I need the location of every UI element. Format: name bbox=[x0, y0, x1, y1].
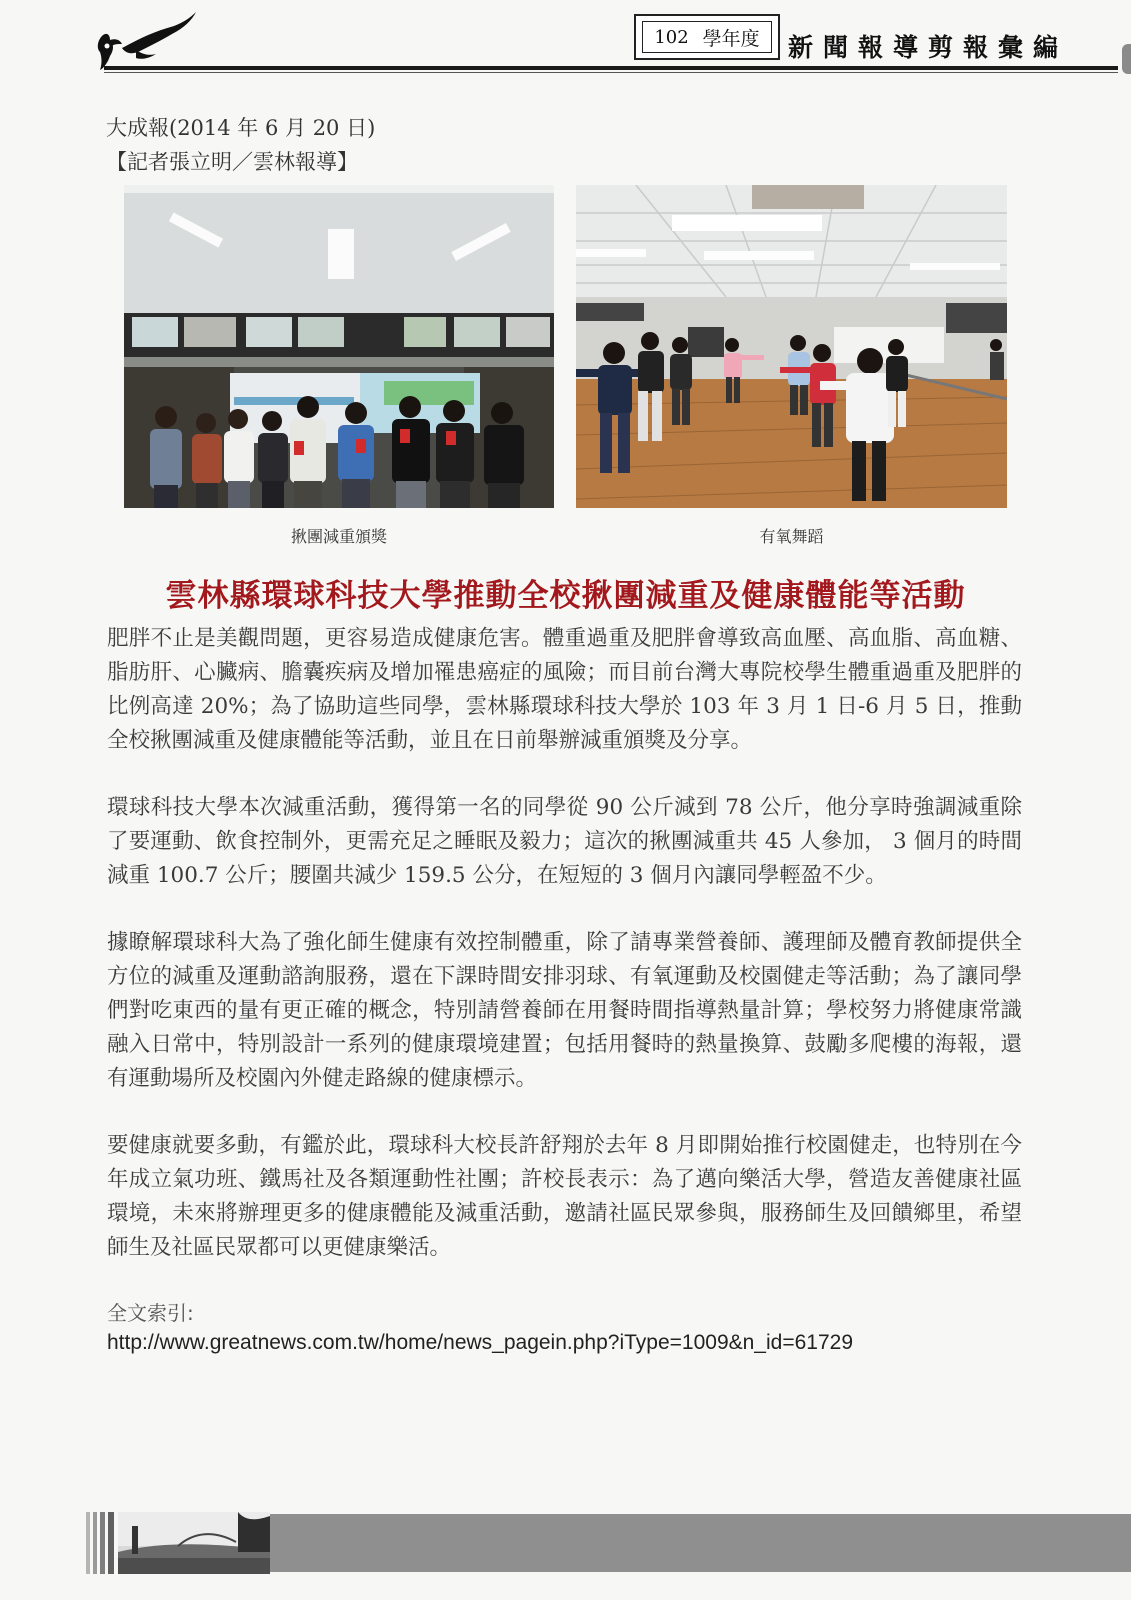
aerobic-dance-photo bbox=[576, 185, 1007, 508]
page-edge-mark bbox=[1122, 44, 1131, 74]
school-year-box bbox=[634, 14, 780, 60]
full-text-index-label: 全文索引: bbox=[107, 1301, 194, 1325]
award-ceremony-photo bbox=[124, 185, 554, 508]
photo-caption-award: 揪團減重頒獎 bbox=[290, 527, 387, 546]
article-paragraph: 肥胖不止是美觀問題，更容易造成健康危害。體重過重及肥胖會導致高血壓、高血脂、高血糖、脂肪肝、心臟病、膽囊疾病及增加罹患癌症的風險；而目前台灣大專院校學生體重過重及肥胖的比例高達 20%；為了協助這些同學，雲林縣環球科技大學於 103 年 3 月 1 日-6 月 5 日，推動全校揪團減重及健康體能等活動，並且在日前舉辦減重頒獎及分享。 bbox=[107, 626, 1022, 753]
header-rule-thin bbox=[104, 72, 1118, 73]
article-reporter: 【記者張立明／雲林報導】 bbox=[106, 150, 358, 174]
eagle-logo-icon bbox=[92, 10, 202, 74]
header-rule bbox=[104, 66, 1118, 70]
article-paragraph: 據瞭解環球科大為了強化師生健康有效控制體重，除了請專業營養師、護理師及體育教師提供全方位的減重及運動諮詢服務，還在下課時間安排羽球、有氧運動及校園健走等活動；為了讓同學們對吃東西的量有更正確的概念，特別請營養師在用餐時間指導熱量計算；學校努力將健康常識融入日常中，特別設計一系列的健康環境建置；包括用餐時的熱量換算、鼓勵多爬樓的海報，還有運動場所及校園內外健走路線的健康標示。 bbox=[107, 930, 1022, 1091]
school-year-label: 學年度 bbox=[702, 27, 760, 50]
footer-campus-photo bbox=[118, 1512, 270, 1574]
footer-bar bbox=[270, 1514, 1131, 1572]
footer-stripes-decoration bbox=[86, 1512, 116, 1574]
article-headline: 雲林縣環球科技大學推動全校揪團減重及健康體能等活動 bbox=[165, 578, 966, 614]
full-text-index-link[interactable]: http://www.greatnews.com.tw/home/news_pagein.php?iType=1009&n_id=61729 bbox=[107, 1331, 853, 1354]
article-paragraph: 環球科技大學本次減重活動，獲得第一名的同學從 90 公斤減到 78 公斤，他分享時強調減重除了要運動、飲食控制外，更需充足之睡眠及毅力；這次的揪團減重共 45 人參加， 3 個月的時間減重 100.7 公斤；腰圍共減少 159.5 公分，在短短的 3 個月內讓同學輕盈不少。 bbox=[107, 795, 1022, 888]
school-year-number: 102 bbox=[654, 26, 689, 48]
article-source: 大成報(2014 年 6 月 20 日) bbox=[106, 116, 376, 140]
photo-caption-dance: 有氧舞蹈 bbox=[759, 527, 824, 546]
article-body bbox=[107, 622, 1022, 1358]
article-paragraph: 要健康就要多動，有鑑於此，環球科大校長許舒翔於去年 8 月即開始推行校園健走，也特別在今年成立氣功班、鐵馬社及各類運動性社團；許校長表示：為了邁向樂活大學，營造友善健康社區環境，未來將辦理更多的健康體能及減重活動，邀請社區民眾參與，服務師生及回饋鄉里，希望師生及社區民眾都可以更健康樂活。 bbox=[107, 1133, 1022, 1260]
header-title: 新聞報導剪報彙編 bbox=[788, 33, 1069, 62]
